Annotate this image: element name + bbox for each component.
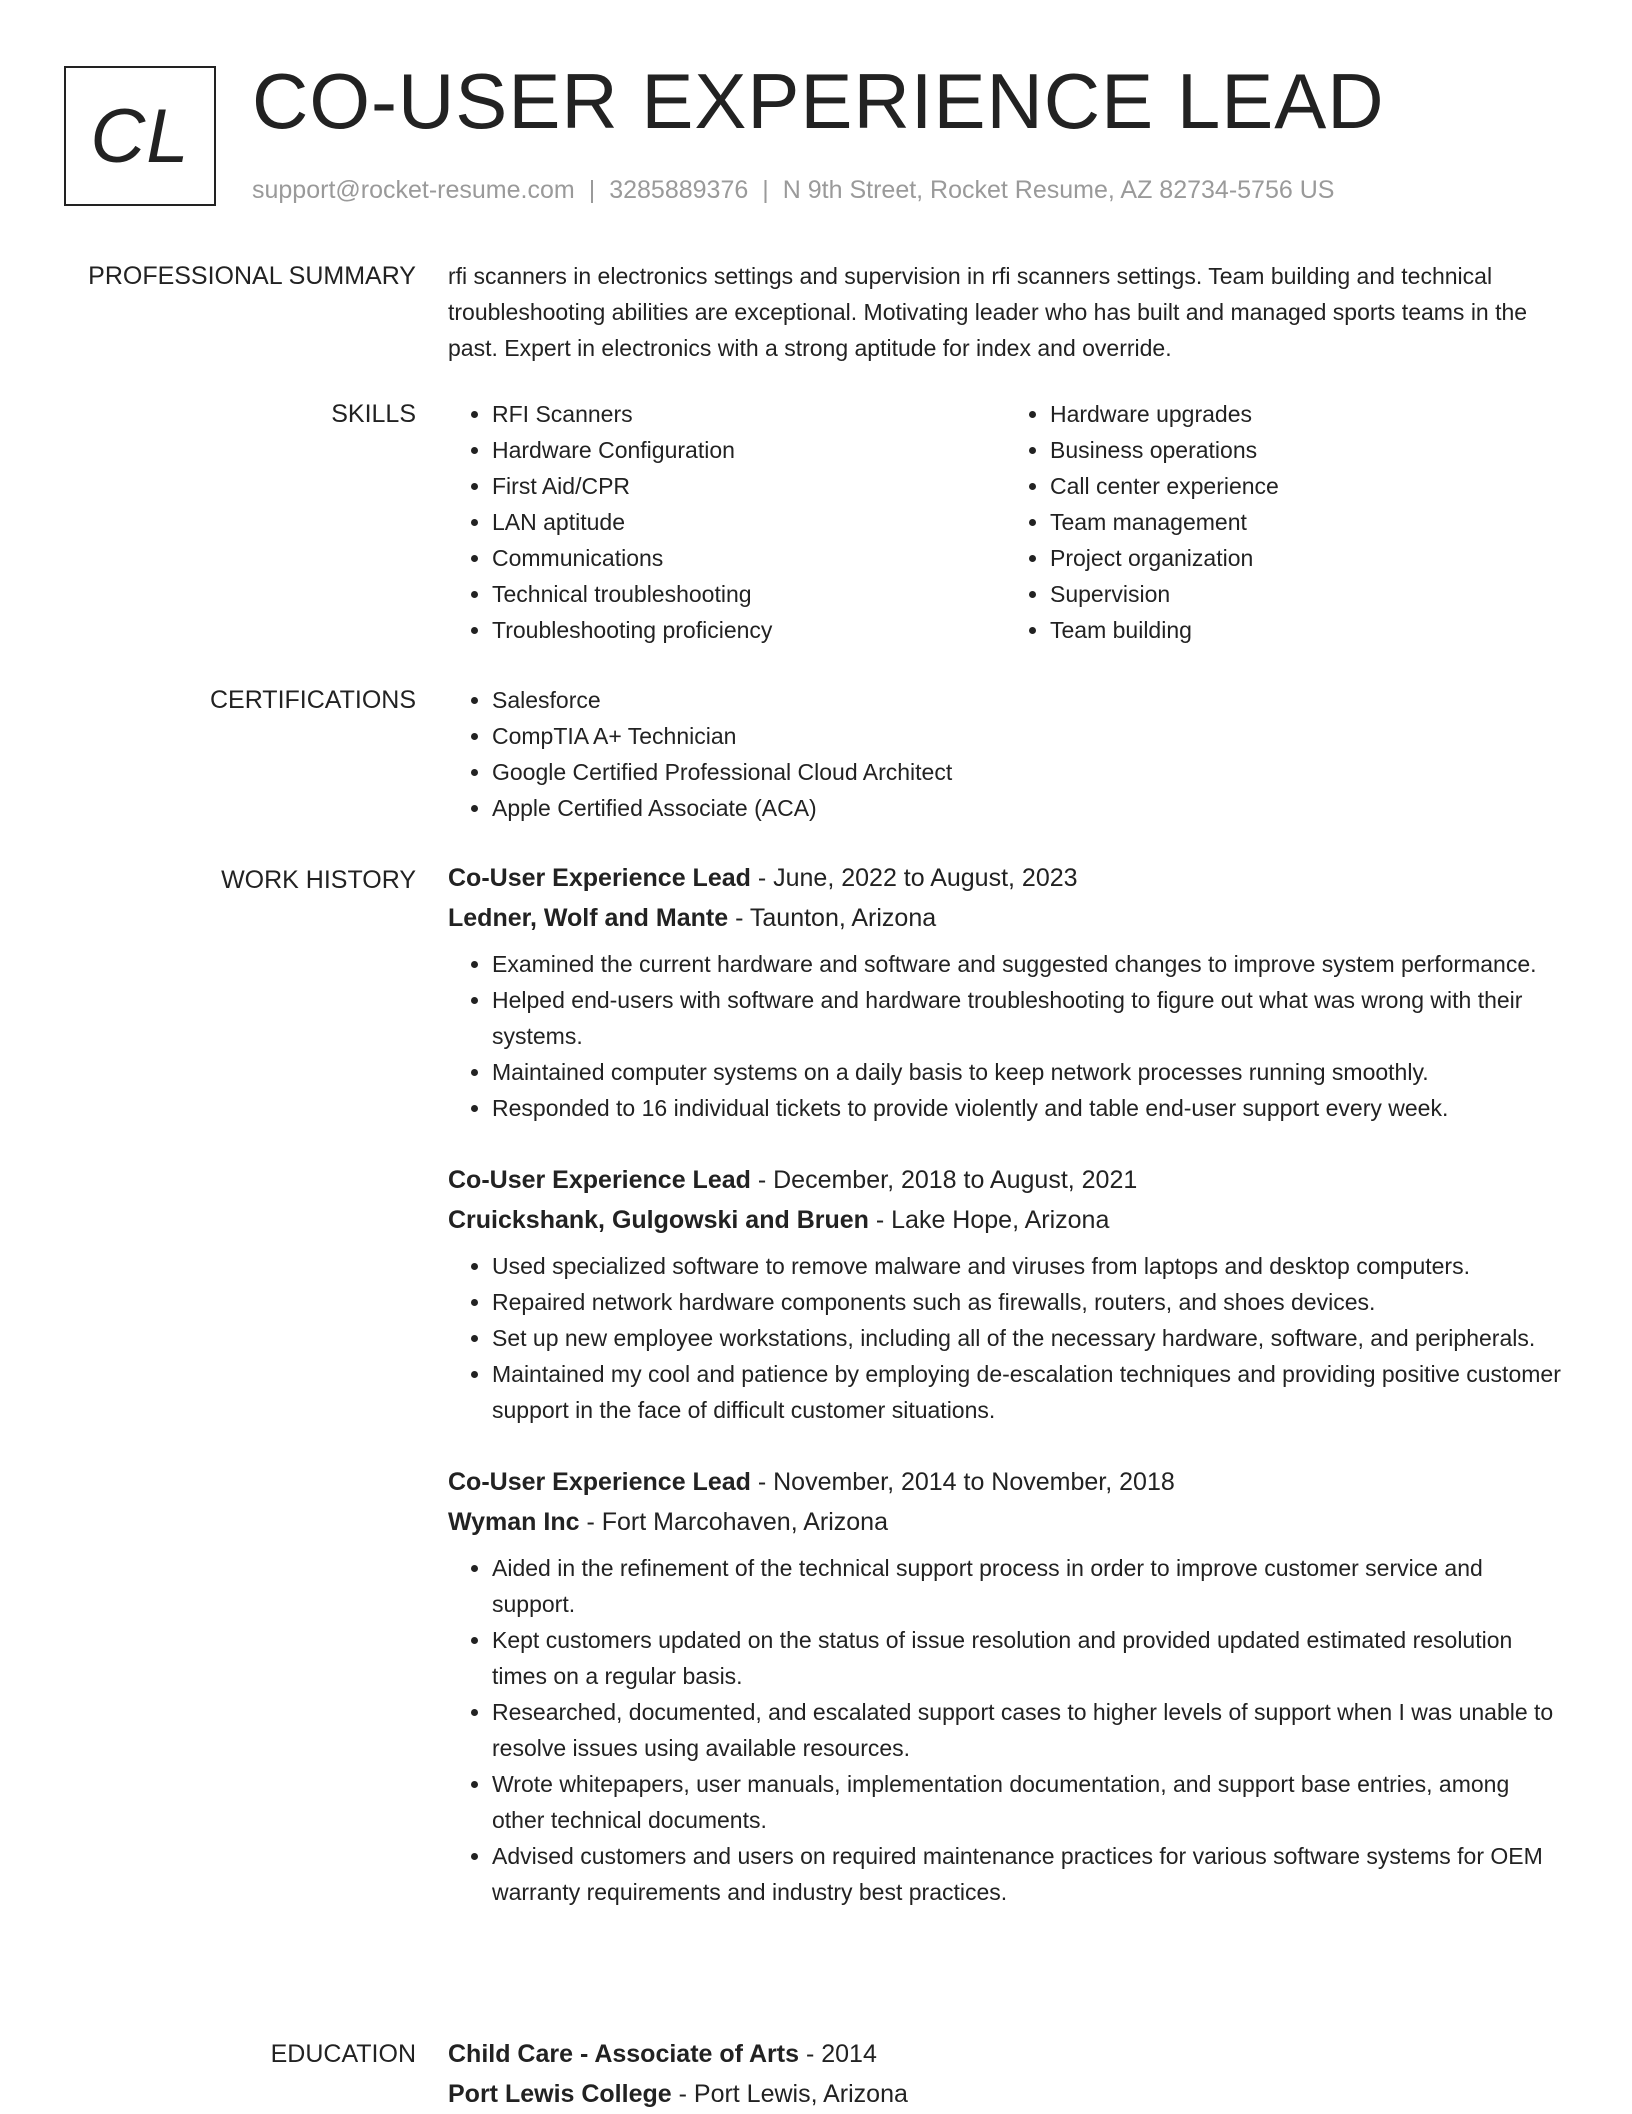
contact-address: N 9th Street, Rocket Resume, AZ 82734-5756 US — [782, 176, 1335, 204]
job-bullet: • Examined the current hardware and software and suggested changes to improve system performance. — [492, 946, 1564, 982]
job-company: Wyman Inc — [448, 1508, 580, 1536]
job-company: Cruickshank, Gulgowski and Bruen — [448, 1206, 869, 1234]
skill-item: • Hardware upgrades — [1050, 396, 1564, 432]
summary-text: rfi scanners in electronics settings and supervision in rfi scanners settings. Team building and technical troubleshooting abilities are exceptional. Motivating leader who has built and managed sports teams in the past. Expert in electronics with a strong aptitude for index and override. — [448, 263, 1528, 361]
education-entry — [448, 2034, 1564, 2114]
skills-list — [448, 396, 1564, 648]
contact-email[interactable]: support@rocket-resume.com — [252, 176, 575, 204]
job-bullets — [448, 946, 1564, 1126]
job-company-line — [448, 898, 1564, 938]
job-location: - Lake Hope, Arizona — [868, 1206, 1110, 1234]
job-entry — [448, 1160, 1564, 1428]
skill-item: • Communications — [492, 540, 1006, 576]
education-school: Port Lewis College — [448, 2080, 672, 2108]
job-bullet: • Aided in the refinement of the technical support process in order to improve customer service and support. — [492, 1550, 1564, 1622]
skill-item: • Team management — [1050, 504, 1564, 540]
job-dates: - December, 2018 to August, 2021 — [750, 1166, 1138, 1194]
job-title: Co-User Experience Lead — [448, 1468, 751, 1496]
job-company-line — [448, 1502, 1564, 1542]
skill-item: • Team building — [1050, 612, 1564, 648]
skill-item: • Hardware Configuration — [492, 432, 1006, 468]
job-bullets — [448, 1248, 1564, 1428]
job-title-line — [448, 858, 1564, 898]
job-bullet: • Set up new employee workstations, including all of the necessary hardware, software, and peripherals. — [492, 1320, 1564, 1356]
job-bullet: • Kept customers updated on the status of issue resolution and provided updated estimated resolution times on a regular basis. — [492, 1622, 1564, 1694]
skill-item: • Call center experience — [1050, 468, 1564, 504]
contact-separator: | — [762, 176, 769, 204]
job-company-line — [448, 1200, 1564, 1240]
job-bullets — [448, 1550, 1564, 1910]
contact-line — [252, 174, 1334, 206]
certification-item: • Salesforce — [492, 682, 1564, 718]
education-degree: Child Care - Associate of Arts — [448, 2040, 800, 2068]
education-location: - Port Lewis, Arizona — [671, 2080, 908, 2108]
job-bullet: • Responded to 16 individual tickets to provide violently and table end-user support every week. — [492, 1090, 1564, 1126]
education-degree-line — [448, 2034, 1564, 2074]
skills-label: SKILLS — [331, 400, 416, 428]
job-dates: - June, 2022 to August, 2023 — [750, 864, 1078, 892]
job-bullet: • Maintained computer systems on a daily basis to keep network processes running smoothly. — [492, 1054, 1564, 1090]
job-entry — [448, 1462, 1564, 1910]
skill-item: • Project organization — [1050, 540, 1564, 576]
page-title: CO-USER EXPERIENCE LEAD — [252, 57, 1385, 145]
work-history-list — [448, 858, 1564, 1944]
job-bullet: • Helped end-users with software and hardware troubleshooting to figure out what was wrong with their systems. — [492, 982, 1564, 1054]
job-entry — [448, 858, 1564, 1126]
contact-phone[interactable]: 3285889376 — [609, 176, 749, 204]
contact-separator: | — [588, 176, 596, 204]
job-title-line — [448, 1160, 1564, 1200]
skill-item: • Troubleshooting proficiency — [492, 612, 1006, 648]
job-location: - Taunton, Arizona — [728, 904, 937, 932]
job-title: Co-User Experience Lead — [448, 1166, 751, 1194]
skills-column-left — [448, 396, 1006, 648]
monogram-logo: CL — [64, 66, 216, 206]
certifications-label: CERTIFICATIONS — [209, 686, 416, 714]
education-label: EDUCATION — [270, 2040, 416, 2068]
skill-item: • LAN aptitude — [492, 504, 1006, 540]
certifications-list — [448, 682, 1564, 826]
job-company: Ledner, Wolf and Mante — [448, 904, 729, 932]
job-dates: - November, 2014 to November, 2018 — [750, 1468, 1175, 1496]
job-bullet: • Advised customers and users on required maintenance practices for various software systems for OEM warranty requirements and industry best practices. — [492, 1838, 1564, 1910]
skill-item: • First Aid/CPR — [492, 468, 1006, 504]
certification-item: • CompTIA A+ Technician — [492, 718, 1564, 754]
job-bullet: • Researched, documented, and escalated support cases to higher levels of support when I was unable to resolve issues using available resources. — [492, 1694, 1564, 1766]
certification-item: • Apple Certified Associate (ACA) — [492, 790, 1564, 826]
skill-item: • Business operations — [1050, 432, 1564, 468]
education-year: - 2014 — [799, 2040, 877, 2068]
job-location: - Fort Marcohaven, Arizona — [579, 1508, 888, 1536]
job-bullet: • Wrote whitepapers, user manuals, implementation documentation, and support base entries, among other technical documents. — [492, 1766, 1564, 1838]
summary-label: PROFESSIONAL SUMMARY — [88, 262, 416, 290]
skill-item: • Technical troubleshooting — [492, 576, 1006, 612]
skills-column-right — [1006, 396, 1564, 648]
skill-item: • RFI Scanners — [492, 396, 1006, 432]
work-history-label: WORK HISTORY — [221, 866, 416, 894]
skill-item: • Supervision — [1050, 576, 1564, 612]
job-bullet: • Maintained my cool and patience by employing de-escalation techniques and providing positive customer support in the face of difficult customer situations. — [492, 1356, 1564, 1428]
job-bullet: • Repaired network hardware components such as firewalls, routers, and shoes devices. — [492, 1284, 1564, 1320]
job-bullet: • Used specialized software to remove malware and viruses from laptops and desktop computers. — [492, 1248, 1564, 1284]
certification-item: • Google Certified Professional Cloud Architect — [492, 754, 1564, 790]
job-title-line — [448, 1462, 1564, 1502]
job-title: Co-User Experience Lead — [448, 864, 751, 892]
education-school-line — [448, 2074, 1564, 2114]
